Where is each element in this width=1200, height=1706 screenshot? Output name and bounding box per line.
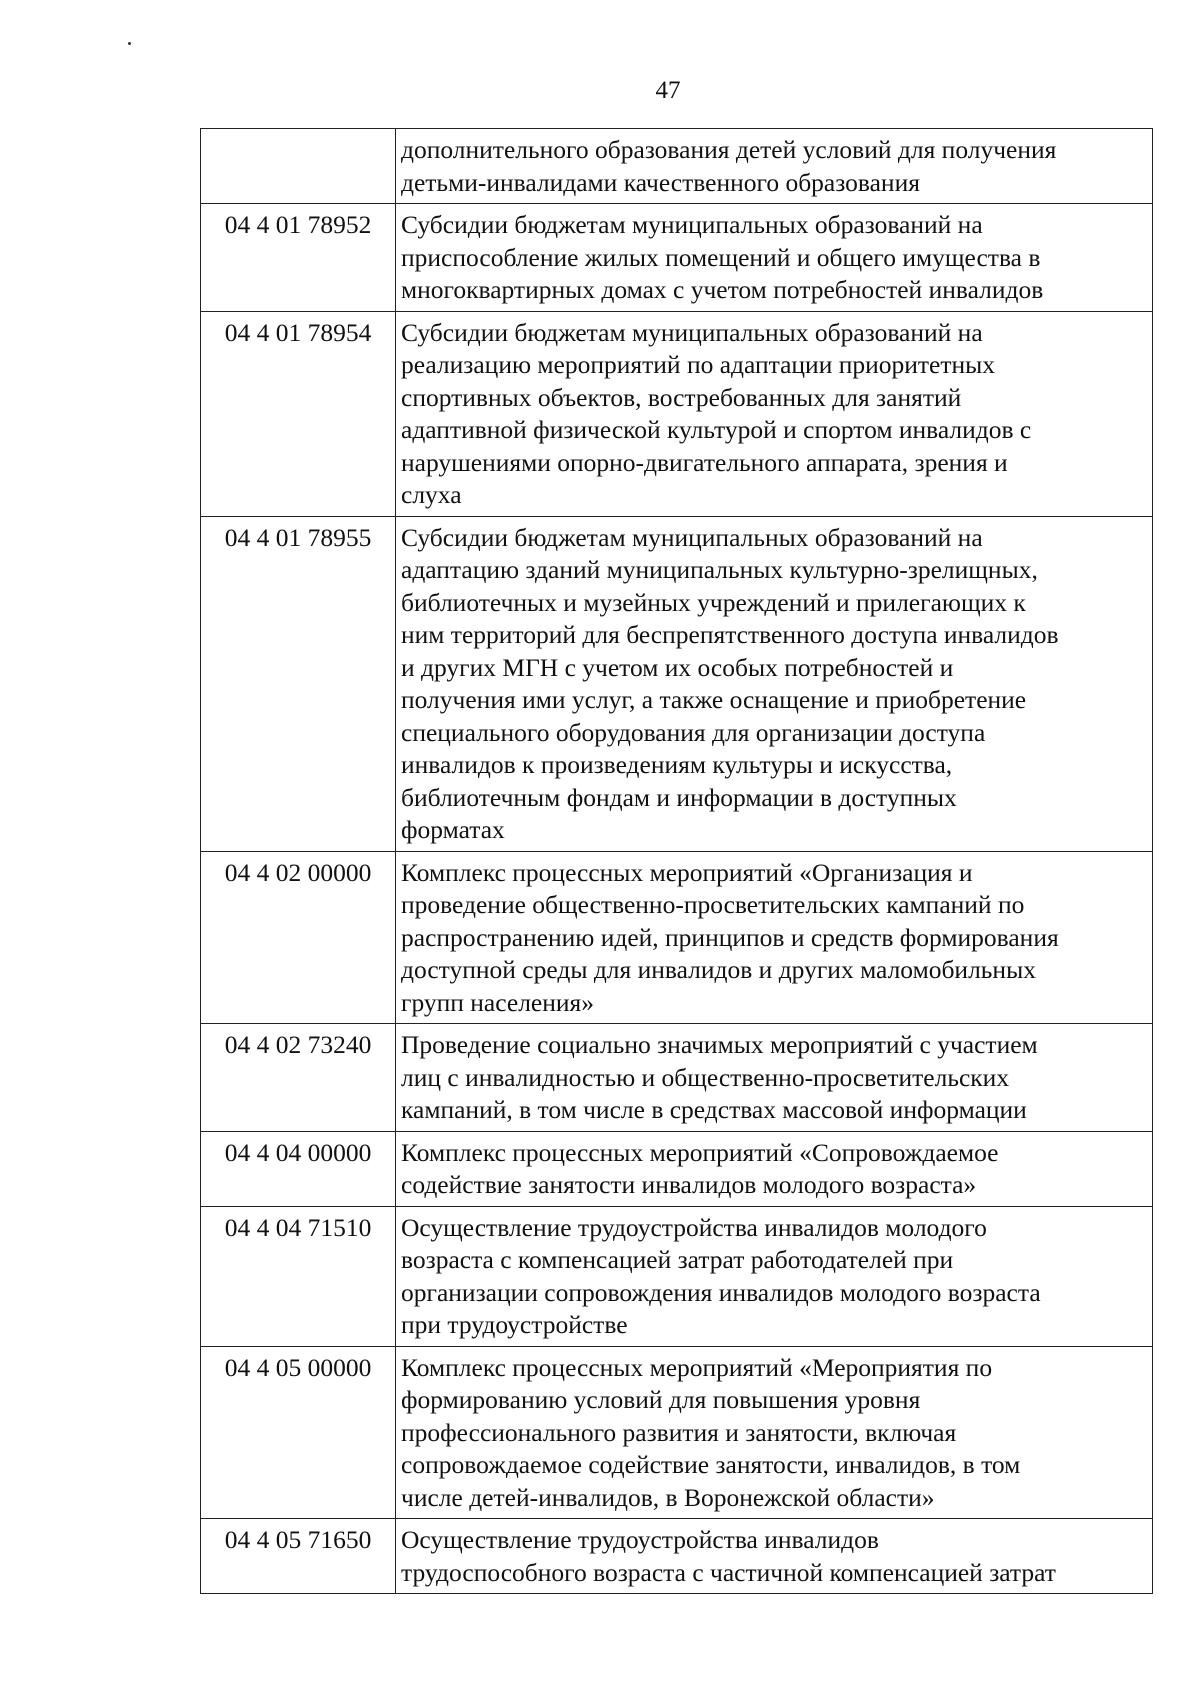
row-description-cell [396,851,1153,1024]
table-row [201,204,1153,312]
table-body [201,129,1153,1594]
description-line: Осуществление трудоустройства инвалидов молодого [401,1212,987,1242]
row-code-cell: 04 4 05 71650 [201,1519,396,1594]
description-line: получения ими услуг, а также оснащение и приобретение [401,685,1027,714]
description-line: форматах [401,815,505,844]
table-row [201,311,1153,516]
row-code-cell: 04 4 01 78955 [201,516,396,851]
row-description-cell [396,516,1153,851]
row-description-cell [396,204,1153,312]
row-description-cell [396,311,1153,516]
description-line: специального оборудования для организации доступа [401,717,986,747]
row-description-cell [396,1519,1153,1594]
table-row [201,851,1153,1024]
description-line: дополнительного образования детей условий для получения [401,135,1057,164]
description-line: формированию условий для повышения уровня [401,1385,921,1414]
description-line: спортивных объектов, востребованных для занятий [401,382,962,412]
row-code-cell: 04 4 01 78952 [201,204,396,312]
description-line: Комплекс процессных мероприятий «Мероприятия по [401,1352,993,1382]
row-code-cell: 04 4 05 00000 [201,1346,396,1519]
description-line: Комплекс процессных мероприятий «Организация и [401,857,973,887]
scan-speck [128,42,131,45]
description-line: адаптацию зданий муниципальных культурно-зрелищных, [401,555,1038,584]
description-line: проведение общественно-просветительских кампаний по [401,890,1025,919]
description-line: Субсидии бюджетам муниципальных образований на [401,210,983,239]
table-row [201,1519,1153,1594]
description-line: распространению идей, принципов и средств формирования [401,922,1059,952]
description-line: адаптивной физической культурой и спортом инвалидов с [401,415,1032,444]
description-line: Комплекс процессных мероприятий «Сопровождаемое [401,1137,999,1167]
table-row [201,129,1153,204]
description-line: содействие занятости инвалидов молодого возраста» [401,1170,977,1199]
description-line: библиотечным фондам и информации в доступных [401,782,957,812]
description-line: нарушениями опорно-двигательного аппарата, зрения и [401,447,1008,477]
description-line: числе детей-инвалидов, в Воронежской области» [401,1482,935,1512]
row-description-cell [396,1131,1153,1206]
description-line: трудоспособного возраста с частичной компенсацией затрат [401,1557,1056,1587]
row-code-cell: 04 4 02 73240 [201,1024,396,1132]
row-description-cell [396,1024,1153,1132]
budget-classification-table [200,128,1153,1594]
page-number: 47 [655,77,681,104]
row-description-cell [396,129,1153,204]
description-line: сопровождаемое содействие занятости, инвалидов, в том [401,1450,1021,1479]
description-line: профессионального развития и занятости, включая [401,1417,957,1447]
description-line: слуха [401,480,462,509]
row-code-cell [201,129,396,204]
description-line: организации сопровождения инвалидов молодого возраста [401,1277,1041,1307]
description-line: Осуществление трудоустройства инвалидов [401,1525,879,1554]
table-row [201,1024,1153,1132]
row-code-cell: 04 4 04 00000 [201,1131,396,1206]
table-row [201,1206,1153,1346]
description-line: Проведение социально значимых мероприятий с участием [401,1030,1038,1059]
table-row [201,1346,1153,1519]
description-line: групп населения» [401,987,595,1017]
description-line: кампаний, в том числе в средствах массовой информации [401,1095,1027,1124]
row-code-cell: 04 4 01 78954 [201,311,396,516]
table-row [201,1131,1153,1206]
description-line: инвалидов к произведениям культуры и искусства, [401,750,953,779]
description-line: ним территорий для беспрепятственного доступа инвалидов [401,620,1059,649]
description-line: реализацию мероприятий по адаптации приоритетных [401,350,996,379]
table-row [201,516,1153,851]
description-line: Субсидии бюджетам муниципальных образований на [401,522,983,552]
description-line: многоквартирных домах с учетом потребностей инвалидов [401,275,1044,304]
row-description-cell [396,1206,1153,1346]
description-line: библиотечных и музейных учреждений и прилегающих к [401,587,1026,617]
description-line: лиц с инвалидностью и общественно-просветительских [401,1062,1010,1092]
row-code-cell: 04 4 04 71510 [201,1206,396,1346]
row-description-cell [396,1346,1153,1519]
description-line: при трудоустройстве [401,1310,628,1339]
description-line: доступной среды для инвалидов и других маломобильных [401,955,1036,984]
description-line: возраста с компенсацией затрат работодателей при [401,1245,954,1274]
row-code-cell: 04 4 02 00000 [201,851,396,1024]
description-line: приспособление жилых помещений и общего имущества в [401,242,1041,272]
description-line: детьми-инвалидами качественного образования [401,167,920,197]
description-line: Субсидии бюджетам муниципальных образований на [401,317,983,347]
description-line: и других МГН с учетом их особых потребностей и [401,652,954,682]
